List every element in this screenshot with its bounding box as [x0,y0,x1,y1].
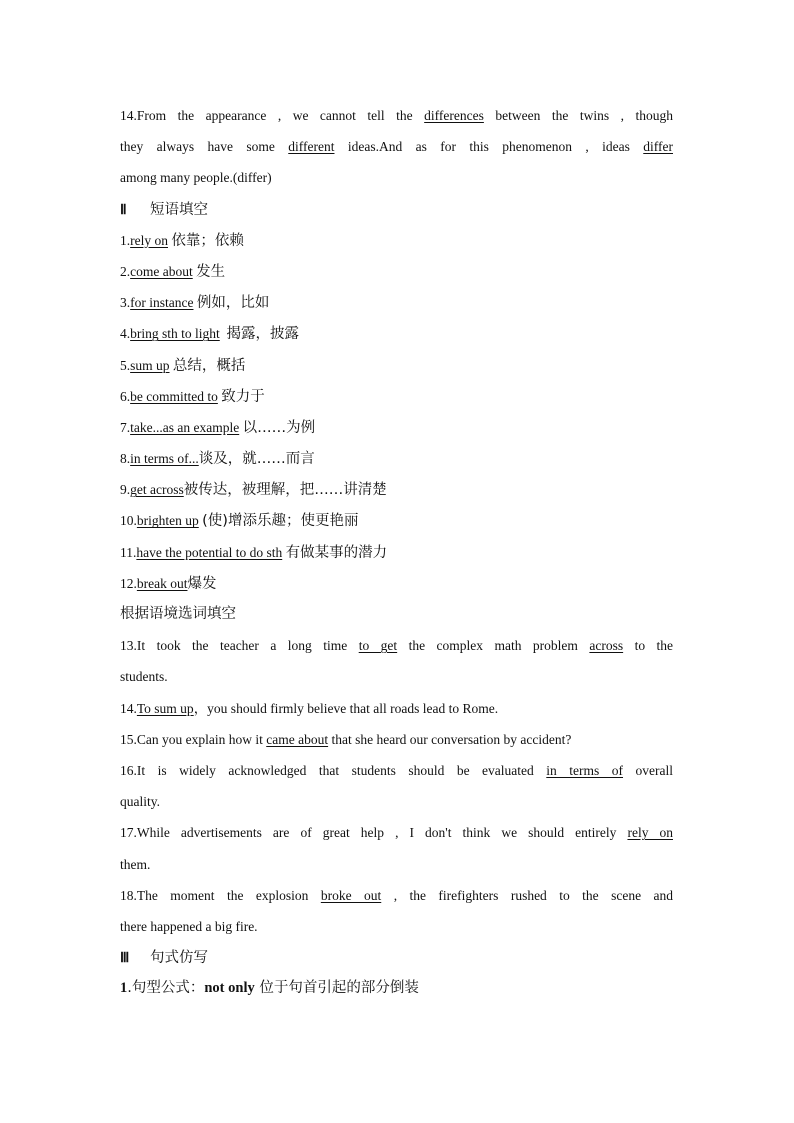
q14-line-1 [120,100,673,131]
num: 6. [120,388,131,404]
phrase-list [120,225,673,599]
phrase-meaning: 揭露，披露 [226,326,300,343]
answer-rely-on: rely on [627,825,673,841]
phrase-meaning: 有做某事的潜力 [285,544,388,561]
answer-across: across [589,638,624,654]
answer-in-terms-of: in terms of [546,762,624,778]
text: 14.From the appearance , we cannot tell the [120,108,413,123]
text: 13.It took the teacher a long time [120,638,348,654]
q17-line-1 [120,817,673,848]
text: to the [634,638,673,654]
phrase-answer: come about [130,263,193,279]
q18-line-1 [120,880,673,911]
phrase-meaning: 以……为例 [242,419,316,436]
phrase-item [120,505,673,536]
formula-desc: 位于句首引起的部分倒装 [259,980,419,997]
q14-line-3: among many people.(differ) [120,170,272,186]
phrase-meaning: 谈及，就……而言 [198,451,315,468]
q16-line-1 [120,755,673,786]
num: 14. [120,700,137,716]
num: 11. [120,544,137,560]
phrase-item [120,318,673,349]
section-title: 句式仿写 [150,950,208,967]
num: 1. [120,232,131,248]
phrase-item [120,256,673,287]
answer-to-get: to get [358,638,398,654]
phrase-item [120,287,673,318]
text: 17.While advertisements are of great help , I don't think we should entirely [120,825,617,841]
num: 8. [120,451,131,467]
phrase-answer: rely on [130,232,168,248]
phrase-answer: sum up [130,357,170,373]
text: 15.Can you explain how it [120,731,263,747]
phrase-meaning: 发生 [196,263,226,280]
num: 9. [120,482,131,498]
phrase-item [120,443,673,474]
phrase-item [120,350,673,381]
phrase-answer: get across [130,482,184,498]
text: the complex math problem [408,638,578,654]
text: between the twins , though [495,108,673,123]
text: they always have some [120,139,275,155]
phrase-meaning: 总结，概括 [172,357,246,374]
q16-line-2: quality. [120,794,160,810]
phrase-answer: in terms of... [130,451,199,467]
q14b-line [120,693,673,724]
text: overall [635,762,673,778]
phrase-answer: bring sth to light [130,326,220,342]
phrase-answer: be committed to [130,388,218,404]
phrase-answer: break out [136,575,188,591]
formula-keyword: not only [204,980,255,997]
answer-came-about: came about [266,731,329,747]
text: 16.It is widely acknowledged that students should be evaluated [120,762,534,778]
answer-to-sum-up: To sum up [136,700,194,716]
section-numeral: Ⅲ [120,950,130,966]
formula-label: .句型公式： [127,980,205,997]
num: 3. [120,295,131,311]
section-title: 短语填空 [150,201,208,218]
text: 18.The moment the explosion [120,887,309,903]
section-numeral: Ⅱ [120,201,127,217]
document-page [120,100,673,1004]
phrase-answer: brighten up [136,513,199,529]
num: 10. [120,513,137,529]
phrase-answer: take...as an example [130,419,240,435]
answer-differ: differ [643,139,673,155]
q13-line-1 [120,630,673,661]
answer-different: different [288,139,335,155]
num: 1 [120,980,128,997]
phrase-item [120,412,673,443]
text: ，you should firmly believe that all roads lead to Rome. [193,700,499,716]
phrase-answer: have the potential to do sth [136,544,283,560]
phrase-answer: for instance [130,295,194,311]
num: 2. [120,263,131,279]
num: 7. [120,419,131,435]
num: 4. [120,326,131,342]
q14-line-2 [120,131,673,162]
num: 5. [120,357,131,373]
phrase-meaning: 爆发 [187,575,217,592]
q18-line-2: there happened a big fire. [120,918,258,934]
phrase-meaning: 被传达，被理解，把……讲清楚 [183,482,387,499]
q17-line-2: them. [120,856,151,872]
phrase-item [120,225,673,256]
phrase-item [120,381,673,412]
phrase-item [120,568,673,599]
phrase-item [120,537,673,568]
text: , the firefighters rushed to the scene and [393,887,673,903]
phrase-meaning: 例如，比如 [196,295,270,312]
answer-broke-out: broke out [320,887,382,903]
context-heading: 根据语境选词填空 [120,606,236,622]
section-2-heading [120,194,673,225]
q13-line-2: students. [120,669,168,685]
phrase-meaning: (使)增添乐趣；使更艳丽 [202,513,359,530]
text: that she heard our conversation by accident? [331,731,572,747]
phrase-meaning: 依靠；依赖 [171,232,244,249]
answer-differences: differences [424,108,484,123]
sentence-formula [120,973,673,1004]
phrase-meaning: 致力于 [221,388,265,405]
text: ideas.And as for this phenomenon , ideas [347,139,630,155]
num: 12. [120,575,137,591]
section-3-heading [120,942,673,973]
phrase-item [120,474,673,505]
q15-line [120,724,673,755]
